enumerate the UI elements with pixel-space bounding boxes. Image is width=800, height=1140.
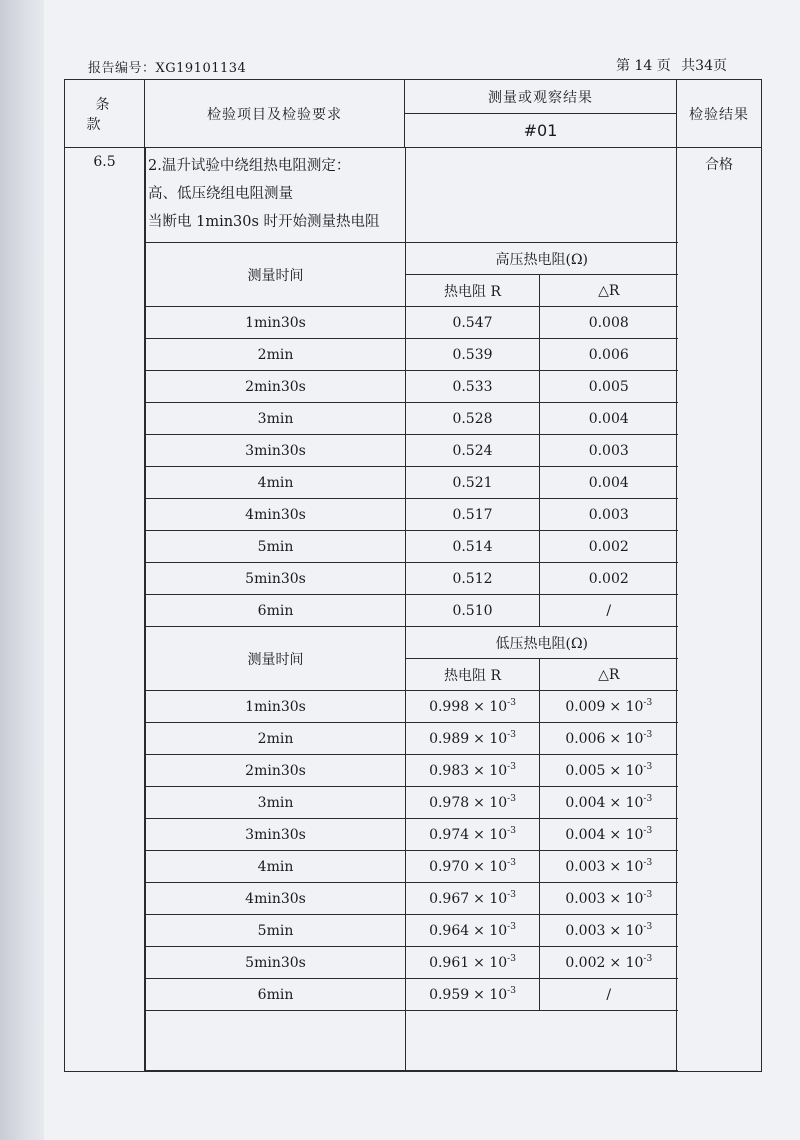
lv-delta-exponent: -3 bbox=[643, 697, 653, 708]
requirement-text bbox=[146, 148, 406, 243]
lv-row bbox=[146, 851, 678, 883]
lv-delta-multiplier: × 10 bbox=[609, 922, 644, 939]
lv-delta-multiplier: × 10 bbox=[609, 890, 644, 907]
hv-row bbox=[146, 435, 678, 467]
blank-measure-area bbox=[406, 148, 678, 243]
lv-delta-value: 0.003 bbox=[565, 890, 606, 907]
lv-delta-value: 0.004 bbox=[565, 794, 606, 811]
hv-rows bbox=[146, 307, 678, 627]
lv-row bbox=[146, 947, 678, 979]
lv-delta bbox=[540, 755, 678, 787]
lv-resistance bbox=[406, 851, 540, 883]
lv-resistance-multiplier: × 10 bbox=[473, 858, 508, 875]
lv-rows bbox=[146, 691, 678, 1011]
lv-row bbox=[146, 819, 678, 851]
lv-resistance-exponent: -3 bbox=[507, 953, 516, 964]
lv-delta bbox=[540, 851, 678, 883]
hv-row bbox=[146, 595, 678, 627]
lv-title: 低压热电阻(Ω) bbox=[406, 627, 678, 659]
lv-delta bbox=[540, 787, 678, 819]
hv-resistance: 0.524 bbox=[406, 435, 540, 467]
hv-time: 3min30s bbox=[146, 435, 406, 467]
hv-delta: / bbox=[540, 595, 678, 627]
hv-row bbox=[146, 563, 678, 595]
hv-title: 高压热电阻(Ω) bbox=[406, 243, 678, 275]
hv-delta: 0.006 bbox=[540, 339, 678, 371]
header-measure: 测量或观察结果 bbox=[405, 80, 677, 114]
hv-row bbox=[146, 371, 678, 403]
hv-delta: 0.004 bbox=[540, 467, 678, 499]
lv-resistance-exponent: -3 bbox=[507, 825, 516, 836]
lv-resistance-multiplier: × 10 bbox=[473, 890, 508, 907]
lv-row bbox=[146, 755, 678, 787]
lv-resistance-value: 0.967 bbox=[429, 890, 470, 907]
hv-row bbox=[146, 403, 678, 435]
lv-delta bbox=[540, 819, 678, 851]
hv-col-r: 热电阻 R bbox=[406, 275, 540, 307]
hv-resistance: 0.514 bbox=[406, 531, 540, 563]
hv-time: 3min bbox=[146, 403, 406, 435]
lv-delta-exponent: -3 bbox=[643, 729, 653, 740]
lv-resistance-multiplier: × 10 bbox=[473, 762, 508, 779]
lv-delta bbox=[540, 915, 678, 947]
lv-delta-multiplier: × 10 bbox=[609, 858, 644, 875]
hv-row bbox=[146, 467, 678, 499]
lv-resistance-exponent: -3 bbox=[507, 985, 516, 996]
lv-resistance-value: 0.961 bbox=[429, 954, 470, 971]
lv-resistance-value: 0.974 bbox=[429, 826, 470, 843]
lv-time: 3min bbox=[146, 787, 406, 819]
lv-row bbox=[146, 883, 678, 915]
page-indicator bbox=[616, 55, 733, 75]
blank-cell bbox=[406, 1011, 678, 1071]
lv-delta-value: / bbox=[606, 986, 612, 1003]
lv-time: 5min30s bbox=[146, 947, 406, 979]
lv-col-r: 热电阻 R bbox=[406, 659, 540, 691]
lv-resistance-multiplier: × 10 bbox=[473, 922, 508, 939]
hv-time: 5min30s bbox=[146, 563, 406, 595]
hv-delta: 0.008 bbox=[540, 307, 678, 339]
lv-row bbox=[146, 915, 678, 947]
lv-delta-value: 0.003 bbox=[565, 922, 606, 939]
hv-time: 4min30s bbox=[146, 499, 406, 531]
hv-resistance: 0.510 bbox=[406, 595, 540, 627]
lv-resistance-exponent: -3 bbox=[507, 697, 516, 708]
lv-delta-multiplier: × 10 bbox=[609, 794, 644, 811]
hv-delta: 0.005 bbox=[540, 371, 678, 403]
hv-row bbox=[146, 499, 678, 531]
lv-row bbox=[146, 691, 678, 723]
lv-time: 4min30s bbox=[146, 883, 406, 915]
resistance-table bbox=[145, 148, 678, 1071]
clause-number: 6.5 bbox=[65, 148, 145, 1072]
lv-delta-multiplier: × 10 bbox=[609, 730, 644, 747]
lv-delta-value: 0.003 bbox=[565, 858, 606, 875]
lv-resistance bbox=[406, 819, 540, 851]
hv-delta: 0.002 bbox=[540, 531, 678, 563]
hv-col-dr: △R bbox=[540, 275, 678, 307]
lv-resistance bbox=[406, 691, 540, 723]
lv-resistance-multiplier: × 10 bbox=[473, 698, 508, 715]
requirement-line-3: 当断电 1min30s 时开始测量热电阻 bbox=[148, 214, 380, 230]
lv-resistance-value: 0.983 bbox=[429, 762, 470, 779]
hv-resistance: 0.528 bbox=[406, 403, 540, 435]
lv-delta-multiplier: × 10 bbox=[609, 826, 644, 843]
report-number: 报告编号：XG19101134 bbox=[88, 61, 247, 76]
hv-resistance: 0.539 bbox=[406, 339, 540, 371]
lv-resistance-exponent: -3 bbox=[507, 793, 516, 804]
lv-delta-value: 0.006 bbox=[565, 730, 606, 747]
hv-time-label: 测量时间 bbox=[146, 243, 406, 307]
lv-delta-exponent: -3 bbox=[643, 761, 653, 772]
measurement-block bbox=[145, 148, 677, 1072]
hv-resistance: 0.517 bbox=[406, 499, 540, 531]
binding-gutter bbox=[0, 0, 44, 1140]
lv-resistance-multiplier: × 10 bbox=[473, 954, 508, 971]
lv-resistance-value: 0.989 bbox=[429, 730, 470, 747]
lv-time: 4min bbox=[146, 851, 406, 883]
lv-delta-value: 0.005 bbox=[565, 762, 606, 779]
lv-delta-value: 0.004 bbox=[565, 826, 606, 843]
lv-resistance bbox=[406, 755, 540, 787]
lv-resistance-multiplier: × 10 bbox=[473, 826, 508, 843]
lv-delta-exponent: -3 bbox=[643, 793, 653, 804]
lv-time: 5min bbox=[146, 915, 406, 947]
header-item: 检验项目及检验要求 bbox=[145, 80, 405, 148]
hv-delta: 0.004 bbox=[540, 403, 678, 435]
lv-delta bbox=[540, 979, 678, 1011]
lv-delta bbox=[540, 947, 678, 979]
hv-delta: 0.002 bbox=[540, 563, 678, 595]
lv-resistance-exponent: -3 bbox=[507, 761, 516, 772]
inspection-table bbox=[64, 79, 762, 1072]
page-number: 第 14 页 bbox=[616, 58, 671, 74]
lv-resistance-value: 0.998 bbox=[429, 698, 470, 715]
lv-time: 1min30s bbox=[146, 691, 406, 723]
header-clause: 条款 bbox=[65, 80, 145, 148]
hv-time: 4min bbox=[146, 467, 406, 499]
lv-time: 3min30s bbox=[146, 819, 406, 851]
lv-delta-multiplier: × 10 bbox=[609, 762, 644, 779]
lv-row bbox=[146, 979, 678, 1011]
lv-delta bbox=[540, 691, 678, 723]
lv-resistance bbox=[406, 883, 540, 915]
lv-delta-exponent: -3 bbox=[643, 825, 653, 836]
requirement-line-2: 高、低压绕组电阻测量 bbox=[148, 186, 293, 202]
hv-resistance: 0.547 bbox=[406, 307, 540, 339]
lv-col-dr: △R bbox=[540, 659, 678, 691]
hv-time: 2min bbox=[146, 339, 406, 371]
lv-delta-exponent: -3 bbox=[643, 953, 653, 964]
hv-time: 1min30s bbox=[146, 307, 406, 339]
lv-row bbox=[146, 787, 678, 819]
lv-resistance-value: 0.959 bbox=[429, 986, 470, 1003]
lv-resistance-exponent: -3 bbox=[507, 729, 516, 740]
lv-delta-value: 0.002 bbox=[565, 954, 606, 971]
hv-delta: 0.003 bbox=[540, 435, 678, 467]
lv-delta-exponent: -3 bbox=[643, 889, 653, 900]
lv-resistance-value: 0.978 bbox=[429, 794, 470, 811]
lv-delta-exponent: -3 bbox=[643, 857, 653, 868]
lv-resistance-exponent: -3 bbox=[507, 889, 516, 900]
hv-row bbox=[146, 307, 678, 339]
lv-delta bbox=[540, 723, 678, 755]
requirement-line-1: 2.温升试验中绕组热电阻测定： bbox=[148, 158, 351, 174]
lv-row bbox=[146, 723, 678, 755]
lv-time: 2min30s bbox=[146, 755, 406, 787]
hv-resistance: 0.521 bbox=[406, 467, 540, 499]
lv-time: 2min bbox=[146, 723, 406, 755]
hv-time: 6min bbox=[146, 595, 406, 627]
lv-delta bbox=[540, 883, 678, 915]
hv-time: 2min30s bbox=[146, 371, 406, 403]
lv-resistance-value: 0.970 bbox=[429, 858, 470, 875]
lv-time: 6min bbox=[146, 979, 406, 1011]
inspection-result: 合格 bbox=[677, 148, 762, 1072]
lv-delta-multiplier: × 10 bbox=[609, 954, 644, 971]
lv-resistance-value: 0.964 bbox=[429, 922, 470, 939]
lv-time-label: 测量时间 bbox=[146, 627, 406, 691]
lv-resistance bbox=[406, 915, 540, 947]
hv-time: 5min bbox=[146, 531, 406, 563]
lv-resistance bbox=[406, 947, 540, 979]
lv-delta-exponent: -3 bbox=[643, 921, 653, 932]
blank-cell bbox=[146, 1011, 406, 1071]
lv-resistance bbox=[406, 787, 540, 819]
lv-resistance-multiplier: × 10 bbox=[473, 794, 508, 811]
lv-resistance-multiplier: × 10 bbox=[473, 986, 508, 1003]
lv-resistance-exponent: -3 bbox=[507, 857, 516, 868]
lv-delta-value: 0.009 bbox=[565, 698, 606, 715]
header-sample-id: #01 bbox=[405, 114, 677, 148]
lv-delta-multiplier: × 10 bbox=[609, 698, 644, 715]
lv-resistance bbox=[406, 723, 540, 755]
hv-row bbox=[146, 339, 678, 371]
page-total: 共34页 bbox=[681, 58, 727, 74]
hv-resistance: 0.512 bbox=[406, 563, 540, 595]
hv-delta: 0.003 bbox=[540, 499, 678, 531]
lv-resistance-exponent: -3 bbox=[507, 921, 516, 932]
hv-resistance: 0.533 bbox=[406, 371, 540, 403]
lv-resistance bbox=[406, 979, 540, 1011]
header-result: 检验结果 bbox=[677, 80, 762, 148]
hv-row bbox=[146, 531, 678, 563]
lv-resistance-multiplier: × 10 bbox=[473, 730, 508, 747]
